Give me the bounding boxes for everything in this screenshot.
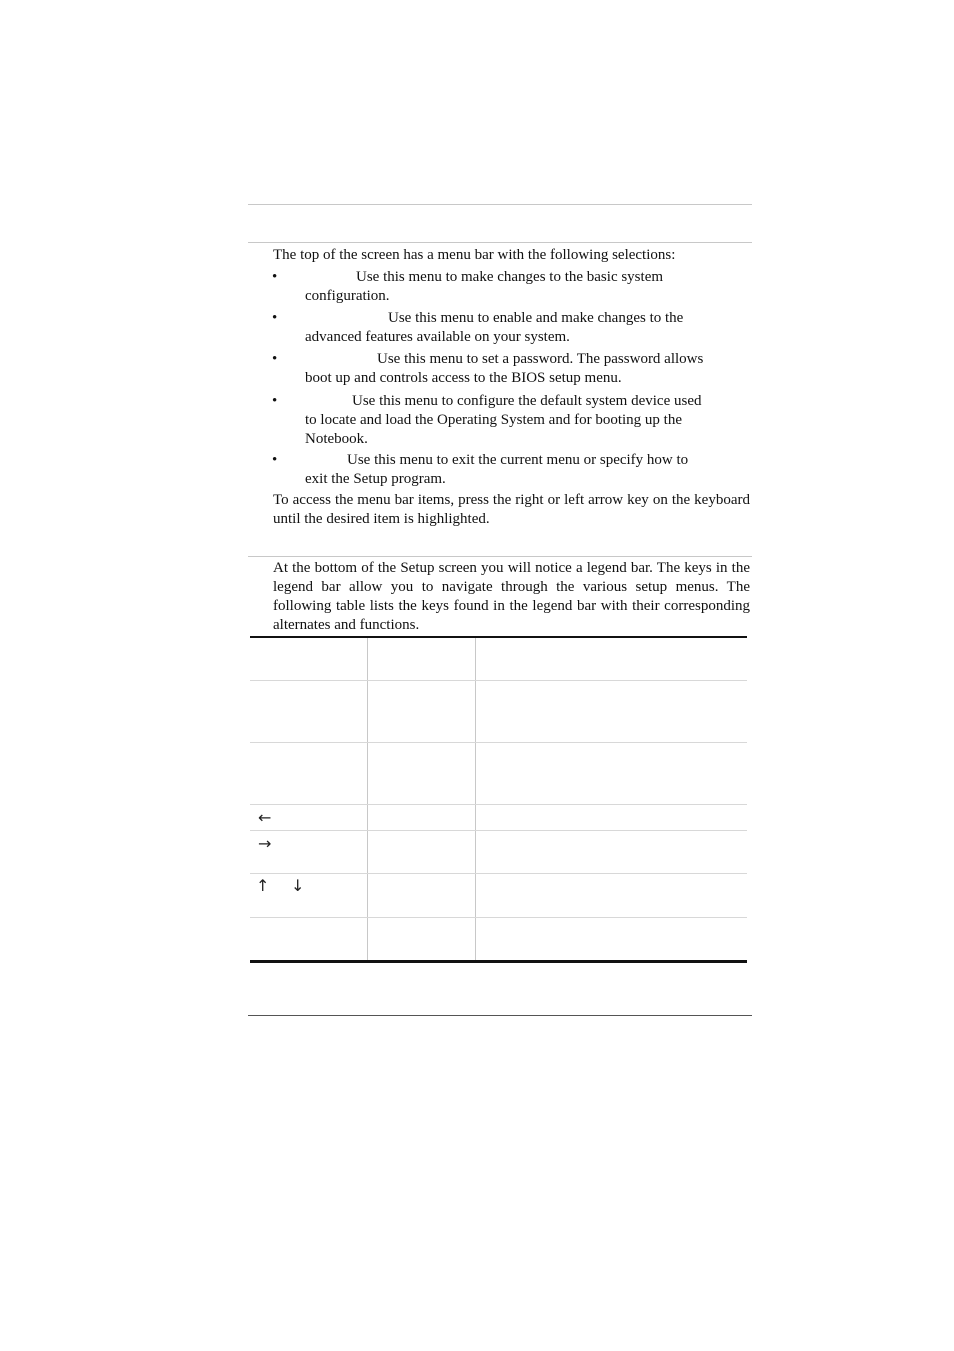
menu-access-paragraph: To access the menu bar items, press the right or left arrow key on the keyboard until the desired item is highlighted.: [273, 492, 750, 527]
menu-item-boot: [305, 392, 750, 449]
column-divider: [367, 638, 368, 960]
down-arrow-key-icon: ↓: [291, 876, 305, 895]
menu-item-desc: Use this menu to configure the default system device used: [352, 393, 702, 409]
menu-item-desc: configuration.: [305, 288, 390, 304]
table-top-border: [250, 636, 747, 638]
menu-item-desc: Use this menu to exit the current menu or specify how to: [347, 452, 689, 468]
menu-item-desc: Use this menu to enable and make changes to the: [388, 310, 684, 326]
menu-item-desc: boot up and controls access to the BIOS setup menu.: [305, 370, 622, 386]
table-row-divider: [250, 873, 747, 874]
legend-keys-table: [250, 636, 747, 962]
header-rule-top: [248, 204, 752, 205]
table-row-divider: [250, 830, 747, 831]
up-arrow-key-icon: ↑: [256, 876, 270, 895]
right-arrow-key-icon: →: [258, 834, 272, 853]
bullet-icon: •: [272, 452, 278, 468]
table-row-divider: [250, 742, 747, 743]
menu-item-desc: exit the Setup program.: [305, 471, 446, 487]
menu-item-exit: [305, 451, 750, 489]
left-arrow-key-icon: ←: [258, 808, 272, 827]
section-rule-legend: [248, 556, 752, 557]
bullet-icon: •: [272, 351, 278, 367]
menu-item-desc: Use this menu to set a password. The password allows: [377, 351, 704, 367]
table-row-divider: [250, 917, 747, 918]
menu-bar-intro: The top of the screen has a menu bar with the following selections:: [273, 247, 676, 263]
table-bottom-border: [250, 960, 747, 963]
bullet-icon: •: [272, 269, 278, 285]
menu-item-main: [305, 268, 750, 306]
section-rule-menubar: [248, 242, 752, 243]
column-divider: [475, 638, 476, 960]
legend-bar-paragraph: At the bottom of the Setup screen you will notice a legend bar. The keys in the legend bar allow you to navigate through the various setup menus. The following table lists the keys found in the legend bar with their corresponding alternates and functions.: [273, 560, 750, 633]
footer-rule: [248, 1015, 752, 1016]
table-row-divider: [250, 804, 747, 805]
bullet-icon: •: [272, 393, 278, 409]
menu-item-desc: Use this menu to make changes to the basic system: [356, 269, 664, 285]
menu-item-desc: advanced features available on your system.: [305, 329, 570, 345]
bullet-icon: •: [272, 310, 278, 326]
menu-item-advanced: [305, 309, 750, 347]
menu-item-desc: to locate and load the Operating System and for booting up the: [305, 412, 682, 428]
table-row-divider: [250, 680, 747, 681]
menu-item-desc: Notebook.: [305, 431, 368, 447]
menu-item-security: [305, 350, 750, 388]
